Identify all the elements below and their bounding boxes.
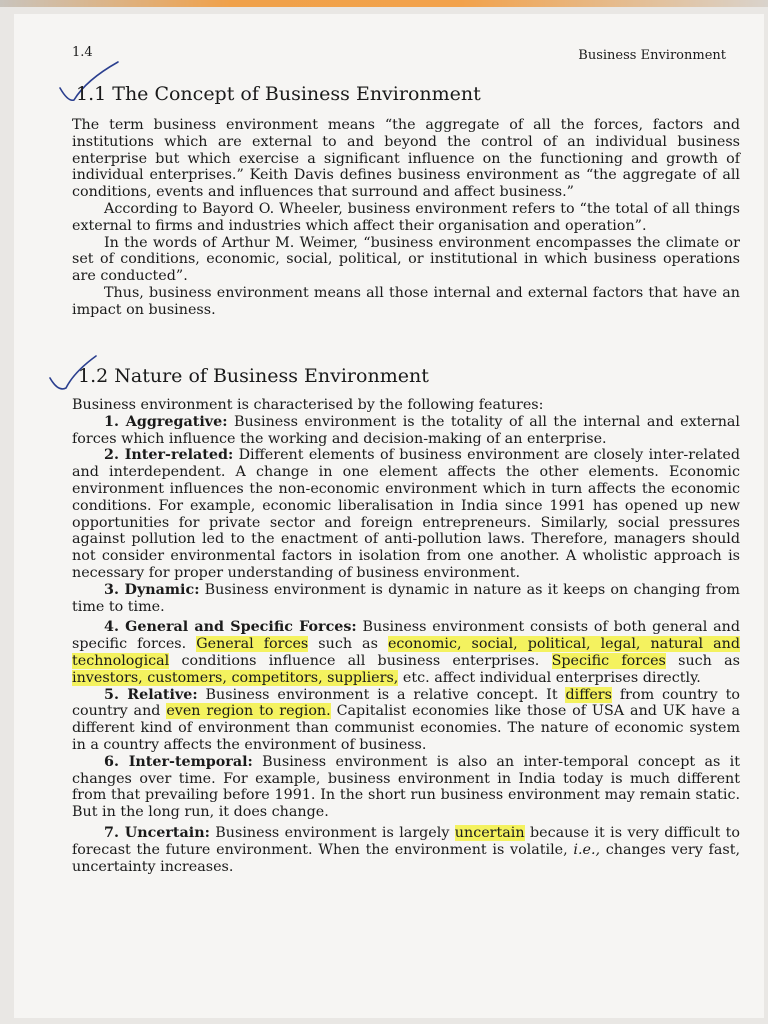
page-number: 1.4: [72, 45, 93, 60]
feature-general-specific: [72, 619, 740, 686]
feature-term: 6. Inter-temporal:: [104, 753, 253, 770]
paragraph: The term business environment means “the aggregate of all the forces, factors and institutions which are external to and beyond the control of an individual business enterprise but which exercise a significant influence on the functioning and growth of individual enterprises.” Keith Davis defines business environment as “the aggregate of all conditions, events and influences that surround and affect business.”: [72, 117, 740, 201]
feature-term: 3. Dynamic:: [104, 581, 200, 598]
feature-term: 2. Inter-related:: [104, 447, 234, 464]
feature-text: Business environment is largely: [209, 824, 455, 841]
paragraph: Thus, business environment means all those internal and external factors that have an impact on business.: [72, 284, 740, 318]
feature-uncertain: [72, 825, 740, 875]
feature-term: 7. Uncertain:: [104, 824, 210, 841]
section-number: 1.2: [78, 365, 109, 387]
feature-text: from country to country and: [72, 686, 740, 720]
highlighted-text: even region to region.: [166, 703, 331, 720]
feature-text: because it is very difficult to forecast the future environment. When the environment is volatile,: [72, 824, 740, 858]
feature-text: Business environment is dynamic in nature as it keeps on changing from time to time.: [72, 581, 740, 615]
section-body-concept: [72, 117, 740, 319]
feature-aggregative: [72, 414, 740, 448]
highlighted-text: differs: [565, 686, 612, 703]
feature-text: Different elements of business environment are closely inter-related and interdependent. A change in one element affects the other elements. Economic environment influences the non-economic environment which in turn affects the economic conditions. For example, economic liberalisation in India since 1991 has opened up new opportunities for private sector and foreign entrepreneurs. Similarly, social pressures against pollution led to the enactment of anti-pollution laws. Therefore, managers should not consider environmental factors in isolation from one another. A wholistic approach is necessary for proper understanding of business environment.: [72, 447, 740, 581]
feature-text: conditions influence all business enterprises.: [169, 652, 552, 669]
feature-text: Business environment is a relative concept. It: [197, 686, 566, 703]
running-title: Business Environment: [578, 48, 726, 63]
feature-term: 4. General and Specific Forces:: [104, 619, 357, 636]
section-heading-concept: [76, 83, 481, 105]
feature-text: such as: [308, 636, 388, 653]
highlighted-text: investors, customers, competitors, suppliers,: [72, 669, 399, 686]
feature-text: Business environment is also an inter-temporal concept as it changes over time. For example, business environment in India today is much different from that prevailing before 1991. In the short run business environment may remain static. But in the long run, it does change.: [72, 753, 740, 821]
section-title: Nature of Business Environment: [114, 365, 429, 387]
feature-text: Business environment is the totality of all the internal and external forces which influence the working and decision-making of an enterprise.: [72, 413, 741, 447]
paragraph: According to Bayord O. Wheeler, business environment refers to “the total of all things external to firms and industries which affect their organisation and operation”.: [72, 200, 740, 234]
section-number: 1.1: [76, 83, 107, 105]
feature-inter-related: [72, 447, 740, 581]
feature-inter-temporal: [72, 754, 740, 821]
section-body-nature: [72, 397, 740, 875]
paragraph: In the words of Arthur M. Weimer, “business environment encompasses the climate or set of conditions, economic, social, political, or institutional in which business operations are conducted”.: [72, 234, 740, 285]
highlighted-text: uncertain: [454, 824, 525, 841]
feature-relative: [72, 687, 740, 754]
highlighted-text: economic, social, political, legal, natural and technological: [72, 636, 740, 669]
section-title: The Concept of Business Environment: [112, 83, 481, 105]
highlighted-text: Specific forces: [551, 652, 666, 669]
page-top-edge: [0, 0, 768, 7]
intro-paragraph: Business environment is characterised by the following features:: [72, 397, 544, 413]
feature-term: 5. Relative:: [104, 686, 198, 703]
section-heading-nature: [78, 365, 429, 387]
feature-text: Capitalist economies like those of USA and UK have a different kind of environment than communist economies. The nature of economic system in a country affects the environment of business.: [72, 703, 740, 753]
feature-text: etc. affect individual enterprises directly.: [398, 669, 701, 686]
abbreviation: i.e.,: [573, 841, 601, 858]
feature-dynamic: [72, 582, 740, 616]
feature-text: changes very fast, uncertainty increases.: [72, 841, 740, 875]
feature-text: Business environment consists of both general and specific forces.: [72, 619, 741, 653]
highlighted-text: General forces: [196, 636, 309, 653]
feature-term: 1. Aggregative:: [104, 413, 228, 430]
feature-text: such as: [665, 652, 740, 669]
